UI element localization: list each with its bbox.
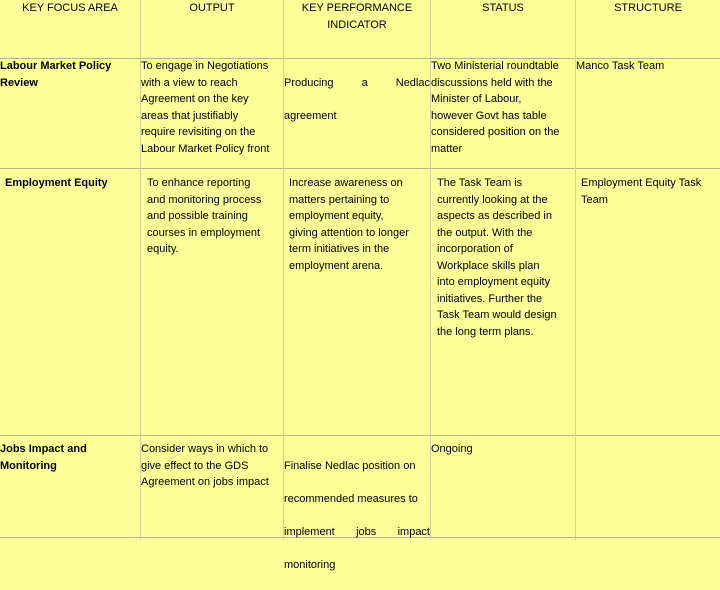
header-key-focus-area: KEY FOCUS AREA (22, 2, 118, 14)
focus-area-cell: Labour Market Policy Review (0, 60, 112, 89)
structure-cell: Manco Task Team (576, 60, 665, 72)
output-cell: To enhance reporting and monitoring process and possible training courses in employment equity. (147, 177, 262, 255)
kpi-line: Finalise Nedlac position on (284, 459, 416, 472)
header-status: STATUS (482, 2, 524, 14)
header-kpi: KEY PERFORMANCE INDICATOR (301, 2, 413, 31)
status-cell: Two Ministerial roundtable discussions held with the Minister of Labour, however Govt has table considered position on the matter (431, 60, 560, 155)
kpi-line: agreement (284, 109, 337, 122)
kpi-cell (284, 58, 430, 141)
row-divider (0, 168, 720, 169)
header-structure: STRUCTURE (614, 2, 682, 14)
focus-area-cell: Employment Equity (5, 177, 108, 189)
kpi-line: implement jobs impact (284, 525, 430, 538)
output-cell: To engage in Negotiations with a view to reach Agreement on the key areas that justifiably require revisiting on the Labour Market Policy front (141, 60, 270, 155)
row-divider (0, 435, 720, 436)
kpi-cell (284, 441, 430, 590)
structure-cell: Employment Equity Task Team (581, 177, 702, 206)
kpi-line: Producing a Nedlac (284, 76, 430, 89)
status-cell: Ongoing (431, 443, 473, 455)
kpi-cell: Increase awareness on matters pertaining to employment equity, giving attention to longer term initiatives in the employment arena. (289, 177, 409, 272)
focus-area-cell: Jobs Impact and Monitoring (0, 443, 87, 472)
kpi-line: recommended measures to (284, 492, 418, 505)
header-output: OUTPUT (189, 2, 235, 14)
kpi-line: monitoring (284, 558, 336, 571)
output-cell: Consider ways in which to give effect to the GDS Agreement on jobs impact (141, 443, 269, 488)
status-cell: The Task Team is currently looking at the aspects as described in the output. With the incorporation of Workplace skills plan into employment equity initiatives. Further the Task Team would design the long term plans. (437, 177, 557, 338)
